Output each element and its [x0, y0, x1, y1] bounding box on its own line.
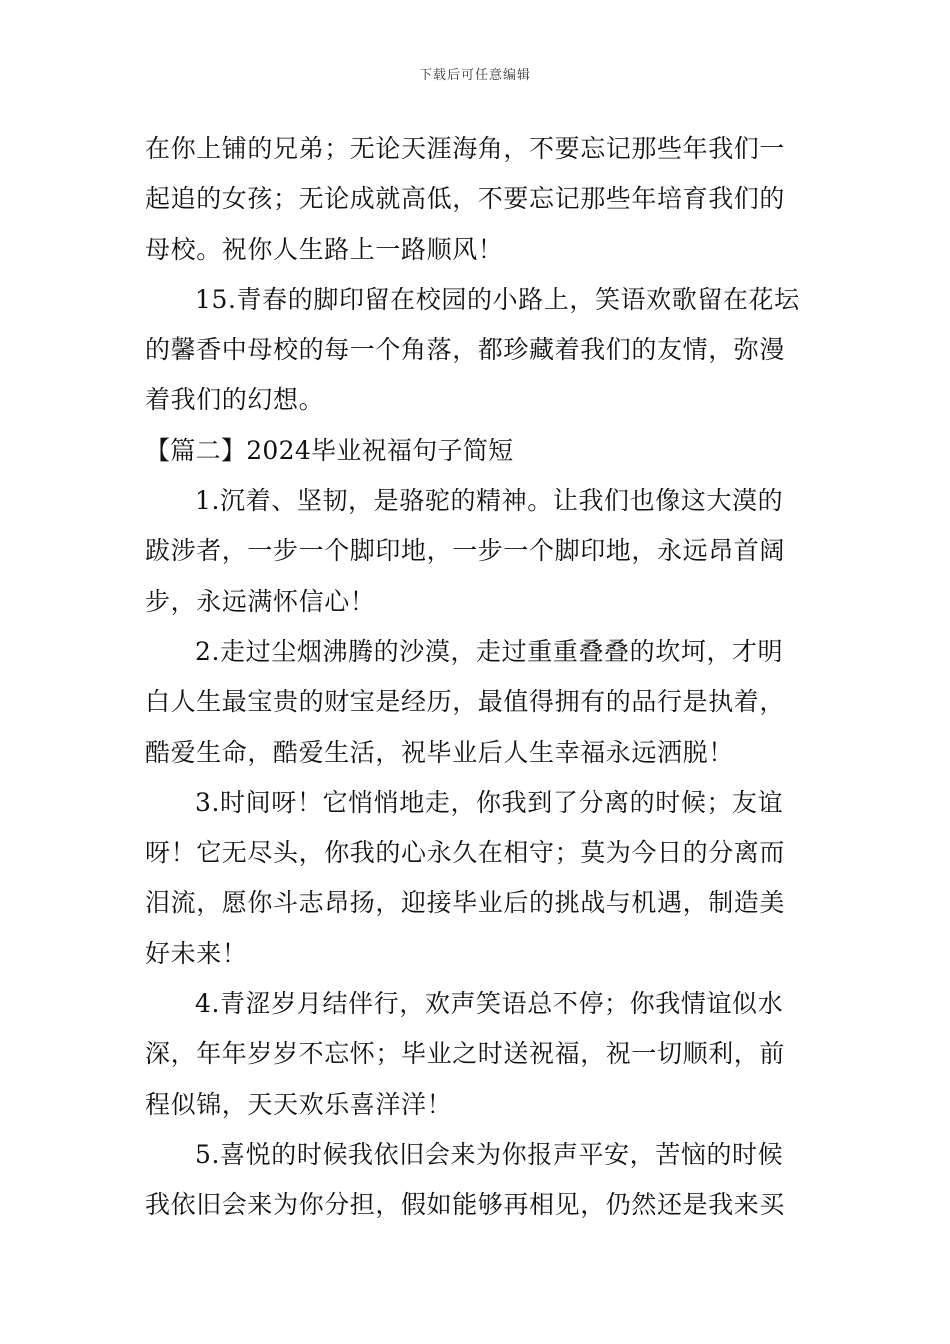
- paragraph-start-15: 15.青春的脚印留在校园的小路上，笑语欢歌留在花坛: [195, 284, 800, 314]
- text-line: 的馨香中母校的每一个角落，都珍藏着我们的友情，弥漫: [145, 335, 786, 365]
- text-line: 在你上铺的兄弟；无论天涯海角，不要忘记那些年我们一: [145, 134, 786, 163]
- text-line: 跋涉者，一步一个脚印地，一步一个脚印地，永远昂首阔: [145, 536, 786, 566]
- text-line: 着我们的幻想。: [145, 385, 325, 415]
- paragraph-start-2: 2.走过尘烟沸腾的沙漠，走过重重叠叠的坎坷，才明: [195, 636, 784, 666]
- text-line: 好未来！: [145, 938, 248, 968]
- text-line: 深，年年岁岁不忘怀；毕业之时送祝福，祝一切顺利，前: [145, 1039, 786, 1069]
- text-line: 起追的女孩；无论成就高低，不要忘记那些年培育我们的: [145, 184, 786, 214]
- text-line: 步，永远满怀信心！: [145, 586, 376, 616]
- paragraph-start-5: 5.喜悦的时候我依旧会来为你报声平安，苦恼的时候: [195, 1139, 784, 1169]
- paragraph-start-1: 1.沉着、坚韧，是骆驼的精神。让我们也像这大漠的: [195, 486, 784, 516]
- text-line: 母校。祝你人生路上一路顺风！: [145, 234, 504, 264]
- text-line: 呀！它无尽头，你我的心永久在相守；莫为今日的分离而: [145, 838, 786, 868]
- paragraph-start-4: 4.青涩岁月结伴行，欢声笑语总不停；你我情谊似水: [195, 989, 784, 1019]
- text-line: 泪流，愿你斗志昂扬，迎接毕业后的挑战与机遇，制造美: [145, 888, 786, 918]
- text-line: 我依旧会来为你分担，假如能够再相见，仍然还是我来买: [145, 1190, 786, 1220]
- page-header: 下载后可任意编辑: [418, 68, 531, 83]
- document-body: [145, 124, 810, 1231]
- paragraph-start-3: 3.时间呀！它悄悄地走，你我到了分离的时候；友谊: [195, 787, 784, 817]
- text-line: 程似锦，天天欢乐喜洋洋！: [145, 1089, 453, 1119]
- text-line: 酷爱生命，酷爱生活，祝毕业后人生幸福永远洒脱！: [145, 737, 734, 767]
- text-line: 白人生最宝贵的财宝是经历，最值得拥有的品行是执着，: [145, 687, 786, 717]
- section-heading: 【篇二】2024毕业祝福句子简短: [145, 435, 514, 465]
